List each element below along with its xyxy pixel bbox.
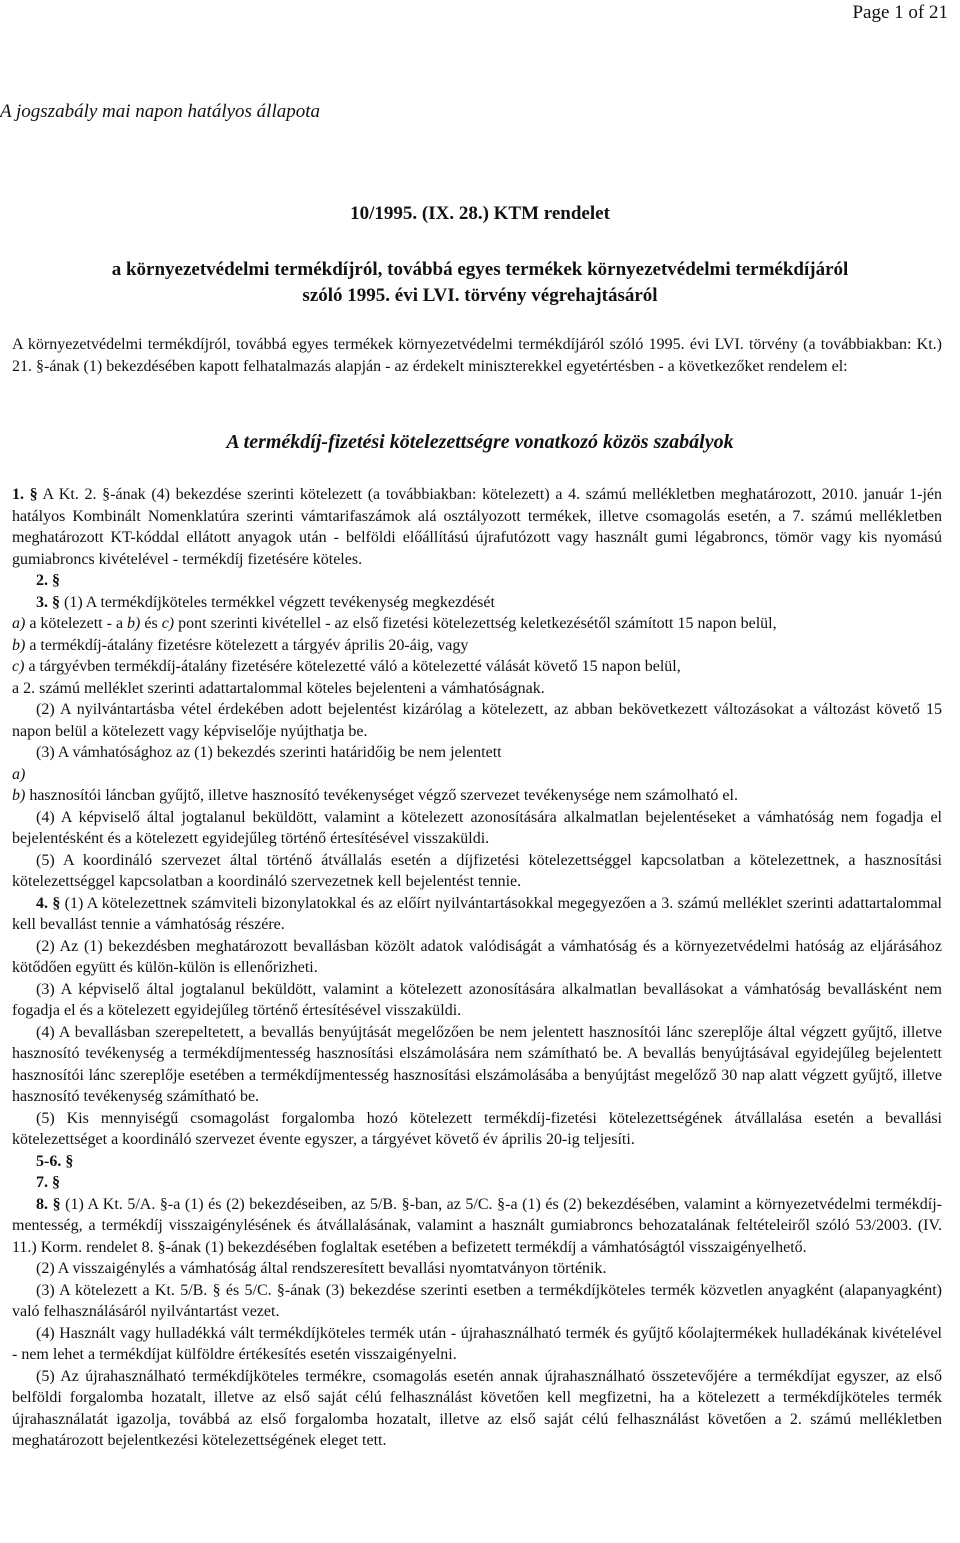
section-number: 1. § [12,486,38,503]
point-text: hasznosítói láncban gyűjtő, illetve hasznosító tevékenységet végző szervezet tevékenysége nem számolható el. [25,787,738,804]
paragraph: (3) A képviselő által jogtalanul beküldött, valamint a kötelezett azonosítására alkalmatlan bevallásokat a vámhatóság bevallásként nem fogadja el és a kötelezett egyidejűleg történő értesítésével visszaküldi. [12,980,942,1019]
point-label: a) [12,615,26,632]
paragraph: a 2. számú melléklet szerinti adattartalommal köteles bejelenteni a vámhatóságnak. [12,679,545,697]
section-number: 8. § [36,1195,61,1213]
section-4 [12,893,942,936]
section-2 [12,570,942,592]
section-number: 5-6. § [36,1152,74,1170]
point-label: b) [12,787,26,804]
section-heading: A termékdíj-fizetési kötelezettségre vonatkozó közös szabályok [226,431,734,453]
section-3 [12,592,942,614]
preamble: A környezetvédelmi termékdíjról, továbbá egyes termékek környezetvédelmi termékdíjáról szóló 1995. évi LVI. törvény (a továbbiakban: Kt.) 21. §-ának (1) bekezdésében kapott felhatalmazás alapján - az érdekelt miniszterekkel egyetértésben - a következőket rendelem el: [12,336,942,375]
point-text: a termékdíj-átalány fizetésre kötelezett a tárgyév április 20-áig, vagy [25,636,469,654]
section-text: (1) A kötelezettnek számviteli bizonylatokkal és az előírt nyilvántartásokkal megegyezően a 3. számú melléklet szerinti adattartalommal kell bevallást tennie a vámhatóság részére. [12,894,943,933]
section-text: (1) A Kt. 5/A. §-a (1) és (2) bekezdéseiben, az 5/B. §-ban, az 5/C. §-a (1) és (2) bekezdésében, valamint a környezetvédelmi termékdíj-mentesség, a termékdíj visszaigénylésének és átvállalásának, valamint a használt gumiabroncs behozatalának feltételeiről szóló 53/2003. (IV. 11.) Korm. rendelet 8. §-ának (1) bekezdésében foglaltak esetében a befizetett termékdíj a vámhatóságtól visszaigényelhető. [12,1195,942,1256]
point-c [12,656,942,678]
section-number: 3. § [36,593,60,611]
section-7 [12,1172,942,1194]
section-text: (1) A termékdíjköteles termékkel végzett tevékenység megkezdését [60,593,495,611]
point-a [12,764,942,786]
point-text: és [140,615,162,632]
paragraph: (4) Használt vagy hulladékká vált termékdíjköteles termék után - újrahasználható termék és gyűjtő kőolajtermékek hulladékának kivételével - nem lehet a termékdíjat külföldre értékesítés esetén visszaigényelni. [12,1324,942,1363]
point-label: b) [12,636,26,654]
point-ref: b) [127,615,141,632]
paragraph: (3) A vámhatósághoz az (1) bekezdés szerinti határidőig be nem jelentett [36,744,502,761]
document-title: 10/1995. (IX. 28.) KTM rendelet [350,203,610,224]
point-ref: c) [161,615,175,632]
status-line: A jogszabály mai napon hatályos állapota [0,101,321,122]
paragraph: (4) A képviselő által jogtalanul beküldött, valamint a kötelezett azonosítására alkalmatlan bejelentéseket a vámhatóság nem fogadja el bejelentésként és a kötelezett egyidejűleg történő értesítésével visszaküldi. [12,808,942,847]
paragraph: (5) Az újrahasználható termékdíjköteles termékre, csomagolás esetén annak újrahasználható összetevőjére a termékdíjat egyszer, az első belföldi forgalomba hozatalt, illetve az első saját célú felhasználást követően kell megfizetni, ha a kötelezett a termékdíjköteles termék újrahasználatát igazolja, továbbá az első forgalomba hozatalt, illetve az első saját célú felhasználást követően a 2. számú mellékletben meghatározott bejelentkezési kötelezettségének eleget tett. [12,1367,942,1449]
document-body [12,484,942,1452]
section-5-6 [12,1151,942,1173]
point-a [12,613,942,635]
point-b [12,635,942,657]
section-number: 7. § [36,1174,60,1191]
section-8 [12,1194,942,1259]
point-label: c) [12,658,25,675]
document-subtitle-line2: szóló 1995. évi LVI. törvény végrehajtásáról [302,285,658,306]
section-text: A Kt. 2. §-ának (4) bekezdése szerinti kötelezett (a továbbiakban: kötelezett) a 4. számú mellékletben meghatározott, 2010. január 1-jén hatályos Kombinált Nomenklatúra szerinti vámtarifaszámok alá osztályozott termékek, illetve csomagolás esetén, a 7. számú mellékletben meghatározott KT-kóddal ellátott anyagok után - belföldi előállítású újrafutózott vagy használt gumi légabroncs, tömör vagy kis nyomású gumiabroncs kivételével - termékdíj fizetésére köteles. [12,486,942,568]
point-text: a kötelezett - a [25,615,128,632]
paragraph: (4) A bevallásban szerepeltetett, a bevallás benyújtását megelőzően be nem jelentett hasznosítói lánc szereplője által végzett gyűjtő, illetve hasznosító tevékenység a termékdíjmentesség hasznosítási elszámolására nem számítható be. A bevallás benyújtásával egyidejűleg bejelentett hasznosítói lánc szereplője esetében a termékdíjmentesség hasznosítási elszámolásába a benyújtást megelőző 30 nap alatt végzett gyűjtő, illetve hasznosító tevékenység számítható be. [12,1023,942,1105]
point-label: a) [12,765,26,783]
paragraph: (5) Kis mennyiségű csomagolást forgalomba hozó kötelezett termékdíj-fizetési kötelezettségének átvállalása esetén a bevallási kötelezettséget a koordináló szervezet évente egyszer, a tárgyévet követő év április 20-ig teljesíti. [12,1109,942,1148]
point-b [12,785,942,807]
point-text: pont szerinti kivétellel - az első fizetési kötelezettség keletkezésétől számított 15 napon belül, [174,615,777,632]
section-number: 2. § [36,572,60,589]
paragraph: (2) A nyilvántartásba vétel érdekében adott bejelentést kizárólag a kötelezett, az abban bekövetkezett változásokat a változást követő 15 napon belül a kötelezett vagy képviselője nyújthatja be. [12,701,942,740]
paragraph: (2) A visszaigénylés a vámhatóság által rendszeresített bevallási nyomtatványon történik. [36,1260,607,1277]
paragraph: (5) A koordináló szervezet által történő átvállalás esetén a díjfizetési kötelezettséggel kapcsolatban a kötelezettnek, a hasznosítási kötelezettséggel kapcsolatban a koordináló szervezetnek kell bejelentést tennie. [12,851,942,890]
document-subtitle-line1: a környezetvédelmi termékdíjról, továbbá egyes termékek környezetvédelmi termékdíjáról [111,259,849,280]
page-number: Page 1 of 21 [852,2,948,23]
paragraph: (2) Az (1) bekezdésben meghatározott bevallásban közölt adatok valódiságát a vámhatóság és a környezetvédelmi hatóság az eljárásához kötődően együtt és külön-külön is ellenőrizheti. [12,937,942,976]
paragraph: (3) A kötelezett a Kt. 5/B. § és 5/C. §-ának (3) bekezdése szerinti esetben a termékdíjköteles termék közvetlen anyagként (alapanyagként) való felhasználásáról nyilvántartást vezet. [12,1281,942,1320]
point-text: a tárgyévben termékdíj-átalány fizetésére kötelezetté váló a kötelezetté válását követő 15 napon belül, [24,658,681,675]
section-1 [12,484,942,570]
section-number: 4. § [36,894,61,912]
